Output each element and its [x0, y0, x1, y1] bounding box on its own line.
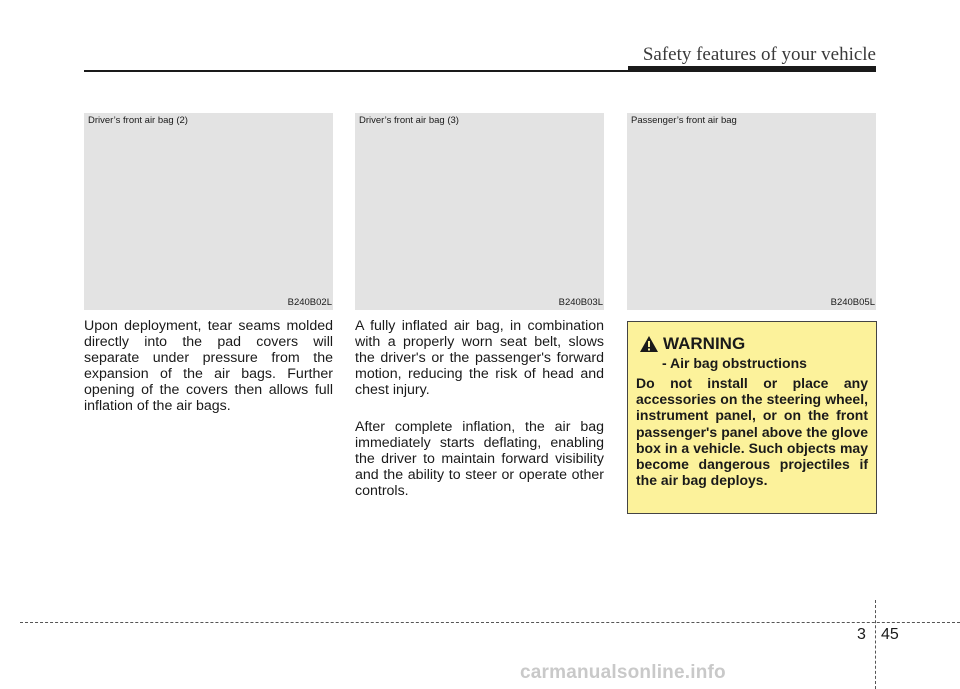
page-number: 45 — [881, 626, 899, 643]
warning-title: WARNING — [663, 334, 746, 353]
middle-paragraph-1: A fully inflated air bag, in combination with a properly worn seat belt, slows the driver's or the passenger's forward motion, reducing the risk of head and chest injury. — [355, 318, 604, 398]
middle-paragraph-2: After complete inflation, the air bag immediately starts deflating, enabling the driver to maintain forward visibility and the ability to steer or operate other controls. — [355, 419, 604, 499]
header-title: Safety features of your vehicle — [642, 44, 876, 65]
footer-rule — [20, 622, 960, 623]
figure-drivers-airbag-2 — [84, 113, 333, 310]
warning-subtitle: - Air bag obstructions — [662, 355, 807, 371]
figure-caption: Driver’s front air bag (3) — [359, 115, 459, 126]
header-rule-accent — [628, 66, 876, 72]
figure-caption: Driver’s front air bag (2) — [88, 115, 188, 126]
chapter-number: 3 — [857, 626, 866, 643]
figure-caption: Passenger’s front air bag — [631, 115, 737, 126]
footer-divider — [875, 600, 876, 689]
left-paragraph: Upon deployment, tear seams molded directly into the pad covers will separate under pressure from the expansion of the air bags. Further opening of the covers then allows full inflation of the air bags. — [84, 318, 333, 414]
warning-text: Do not install or place any accessories on the steering wheel, instrument panel, or on the front passenger's panel above the glove box in a vehicle. Such objects may become dangerous projectiles if the air bag deploys. — [636, 375, 868, 489]
figure-code: B240B02L — [287, 297, 332, 308]
figure-drivers-airbag-3 — [355, 113, 604, 310]
warning-box — [627, 321, 877, 514]
figure-passengers-airbag — [627, 113, 876, 310]
figure-code: B240B05L — [830, 297, 875, 308]
figure-code: B240B03L — [558, 297, 603, 308]
warning-triangle-icon — [639, 335, 659, 353]
watermark: carmanualsonline.info — [520, 662, 726, 683]
